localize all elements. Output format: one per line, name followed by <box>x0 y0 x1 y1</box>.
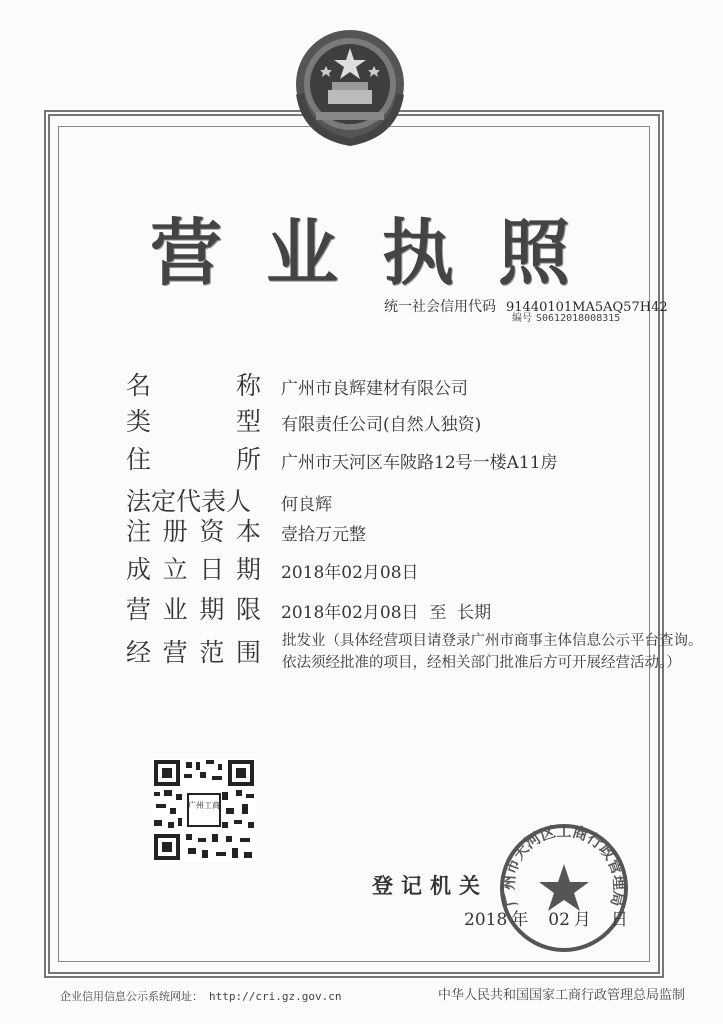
field-value: 何良辉 <box>281 495 332 515</box>
label-char: 营 <box>126 595 152 624</box>
label-char: 立 <box>162 555 188 584</box>
field-label <box>126 440 261 476</box>
title-char: 执 <box>381 210 454 295</box>
label-char: 围 <box>235 638 261 667</box>
label-char: 本 <box>235 517 261 546</box>
field-row-capital <box>126 512 366 548</box>
label-char: 成 <box>126 555 152 584</box>
field-label <box>126 512 261 548</box>
field-label <box>126 402 261 438</box>
field-row-type <box>126 402 481 438</box>
field-label <box>126 590 261 626</box>
national-emblem-icon <box>286 24 414 152</box>
label-char: 所 <box>235 445 261 474</box>
field-row-established <box>126 550 419 586</box>
title-char: 营 <box>150 210 223 295</box>
scope-line: 批发业（具体经营项目请登录广州市商事主体信息公示平台查询。 <box>282 633 703 649</box>
label-char: 资 <box>199 517 225 546</box>
field-label <box>126 550 261 586</box>
label-char: 注 <box>126 517 152 546</box>
label-char: 称 <box>235 371 261 400</box>
footer-issuer: 中华人民共和国国家工商行政管理总局监制 <box>438 988 686 1003</box>
business-scope <box>282 630 703 674</box>
field-label <box>126 366 261 402</box>
label-char: 期 <box>235 555 261 584</box>
label-char: 经 <box>126 638 152 667</box>
label-char: 型 <box>235 407 261 436</box>
qr-label: 广州工商 <box>188 801 220 810</box>
label-char: 住 <box>126 445 152 474</box>
field-value: 2018年02月08日 至 长期 <box>281 603 492 623</box>
label-char: 限 <box>235 595 261 624</box>
label-char: 业 <box>162 595 188 624</box>
official-seal-icon <box>496 820 632 956</box>
field-value: 壹拾万元整 <box>281 525 366 545</box>
scope-line: 依法须经批准的项目，经相关部门批准后方可开展经营活动。） <box>282 655 681 671</box>
field-row-term <box>126 590 491 626</box>
footer-website-url[interactable]: http://cri.gz.gov.cn <box>209 990 342 1003</box>
label-char: 册 <box>162 517 188 546</box>
footer-website <box>60 988 341 1004</box>
field-value: 广州市天河区车陂路12号一楼A11房 <box>281 453 558 473</box>
registration-date <box>464 905 648 930</box>
field-label <box>126 633 261 669</box>
field-value: 广州市良辉建材有限公司 <box>281 379 468 399</box>
serial-label: 编号 <box>512 313 532 324</box>
field-row-address <box>126 440 558 476</box>
field-value: 有限责任公司(自然人独资) <box>281 415 482 435</box>
title-char: 业 <box>265 210 338 295</box>
reg-year-unit: 年 <box>511 910 529 930</box>
reg-day-unit: 日 <box>610 910 628 930</box>
credit-code-label: 统一社会信用代码 <box>384 299 496 315</box>
label-char: 法定代表人 <box>126 487 252 516</box>
label-char: 类 <box>126 407 152 436</box>
label-char: 名 <box>126 371 152 400</box>
footer-website-label: 企业信用信息公示系统网址： <box>60 990 203 1003</box>
field-row-scope <box>126 633 261 669</box>
registration-authority-label: 登记机关 <box>372 874 488 898</box>
credit-code-value: 91440101MA5AQ57H42 <box>506 300 668 315</box>
credit-code <box>384 296 668 316</box>
field-row-name <box>126 366 468 402</box>
field-value: 2018年02月08日 <box>281 563 419 583</box>
seal-text: 广州市天河区工商行政管理局 <box>499 822 629 909</box>
reg-month: 02 <box>548 910 570 930</box>
serial-value: S0612018008315 <box>536 313 621 324</box>
label-char: 范 <box>199 638 225 667</box>
label-char: 日 <box>199 555 225 584</box>
reg-month-unit: 月 <box>573 910 591 930</box>
qr-code-icon[interactable] <box>152 758 256 862</box>
label-char: 营 <box>162 638 188 667</box>
document-title <box>150 195 570 299</box>
title-char: 照 <box>497 210 570 295</box>
label-char: 期 <box>199 595 225 624</box>
reg-year: 2018 <box>464 910 508 930</box>
